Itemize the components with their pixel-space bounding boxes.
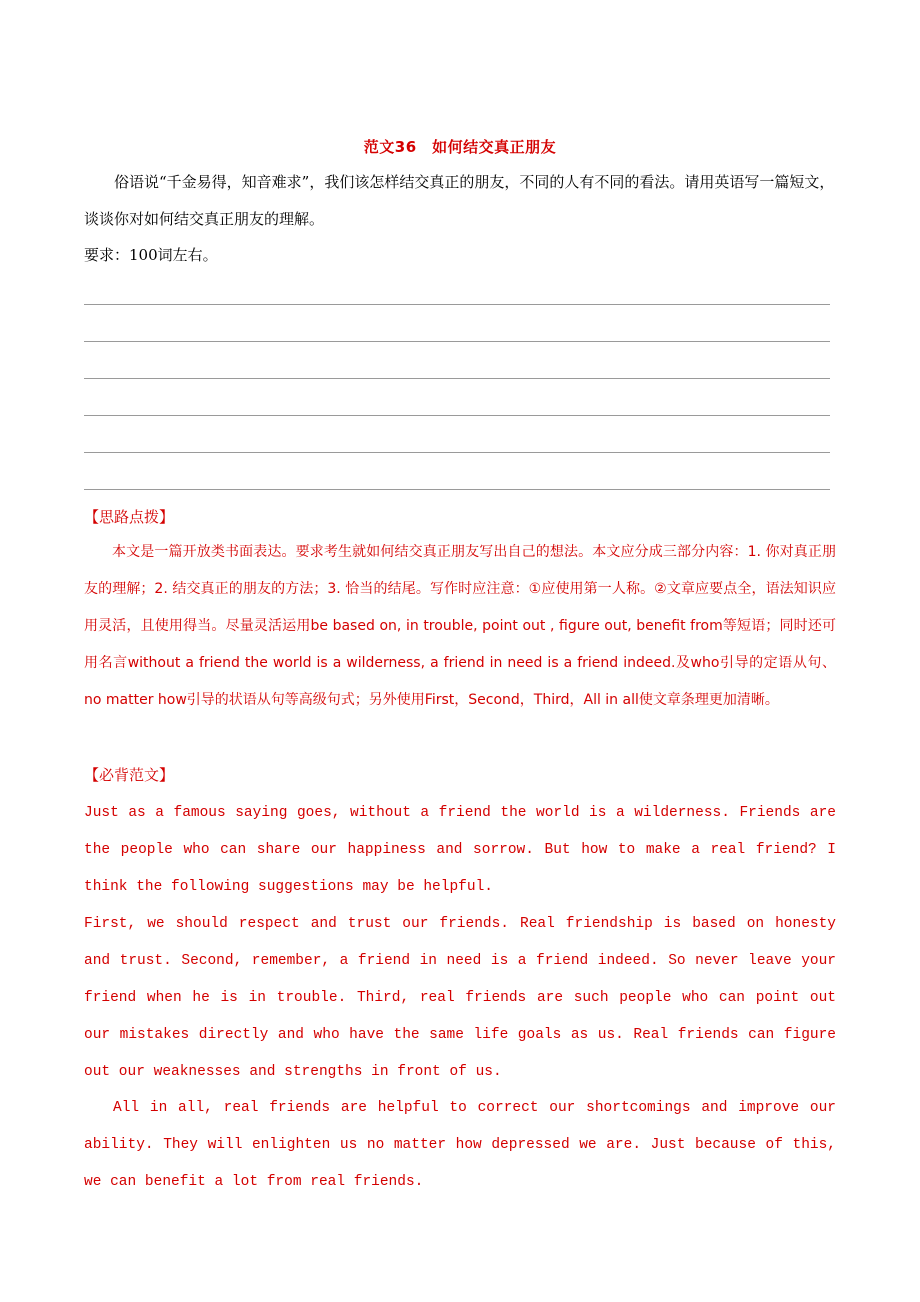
answer-lines — [84, 304, 830, 526]
model-essay-heading: 【必背范文】 — [84, 766, 175, 784]
analysis-text: 本文是一篇开放类书面表达。要求考生就如何结交真正朋友写出自己的想法。本文应分成三部分内容：1. 你对真正朋友的理解；2. 结交真正的朋友的方法；3. 恰当的结尾。写作时应注意：①应使用第一人称。②文章应要点全，语法知识应用灵活，且使用得当。尽量灵活运用be based on, in trouble, point out , figure out, benefit from等短语；同时还可用名言without a friend the world is a wilderness, a friend in need is a friend indeed.及who引导的定语从句、no matter how引导的状语从句等高级句式；另外使用First，Second，Third，All in all使文章条理更加清晰。 — [84, 544, 836, 708]
writing-prompt: 俗语说“千金易得，知音难求”，我们该怎样结交真正的朋友，不同的人有不同的看法。请用英语写一篇短文，谈谈你对如何结交真正朋友的理解。 — [84, 173, 835, 228]
analysis-heading: 【思路点拨】 — [84, 508, 175, 526]
answer-line — [84, 415, 830, 416]
word-requirement: 要求：100词左右。 — [84, 246, 218, 264]
essay-paragraph-2: First, we should respect and trust our friends. Real friendship is based on honesty and trust. Second, remember, a friend in need is a friend indeed. So never leave your friend when he is in trouble. Third, real friends are such people who can point out our mistakes directly and who have the same life goals as us. Real friends can figure out our weaknesses and strengths in front of us. — [84, 916, 836, 1080]
answer-line — [84, 489, 830, 490]
answer-line — [84, 304, 830, 305]
essay-paragraph-1: Just as a famous saying goes, without a friend the world is a wilderness. Friends are the people who can share our happiness and sorrow. But how to make a real friend? I think the following suggestions may be helpful. — [84, 805, 836, 895]
answer-line — [84, 378, 830, 379]
answer-line — [84, 341, 830, 342]
essay-paragraph-3: All in all, real friends are helpful to correct our shortcomings and improve our ability. They will enlighten us no matter how depressed we are. Just because of this, we can benefit a lot from real friends. — [84, 1100, 836, 1190]
page-title: 范文36 如何结交真正朋友 — [363, 138, 557, 156]
answer-line — [84, 452, 830, 453]
